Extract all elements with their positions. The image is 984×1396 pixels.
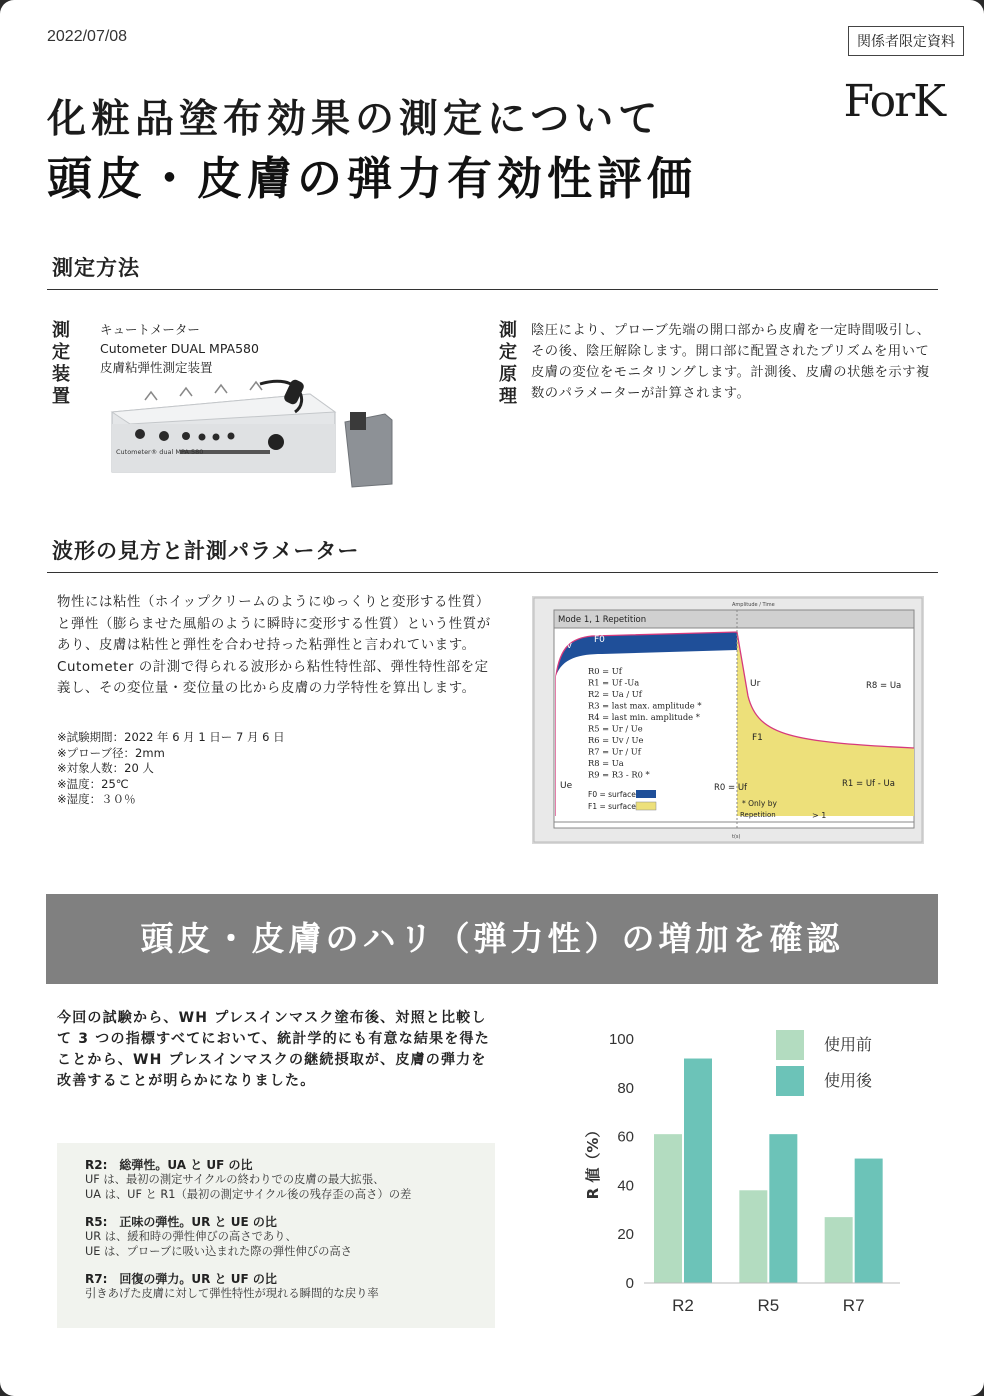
principle-text: 陰圧により、プローブ先端の開口部から皮膚を一定時間吸引し、その後、陰圧解除します。開口部に配置されたプリズムを用いて皮膚の変位をモニタリングします。計測後、皮膚の状態を示す複数のパラメーターが計算されます。	[531, 323, 931, 401]
device-line: 皮膚粘弾性測定装置	[100, 360, 213, 375]
param-line: R2 = Ua / Uf	[588, 689, 642, 699]
label-repetition: Repetition	[740, 811, 776, 819]
y-tick-label: 80	[617, 1079, 634, 1097]
parameter-definitions	[57, 1143, 495, 1328]
param-line: R5 = Ur / Ue	[588, 723, 643, 734]
label-uv: Uv	[560, 641, 572, 651]
vertical-label-char: 装	[52, 364, 70, 385]
label-only-by: * Only by	[742, 799, 777, 808]
y-tick-label: 20	[617, 1226, 634, 1244]
figure-x-label: t(s)	[732, 834, 741, 840]
y-tick-label: 100	[608, 1031, 634, 1048]
cutometer-device-image	[100, 372, 400, 492]
param-line: R6 = Uv / Ue	[588, 735, 644, 745]
label-r1: R1 = Uf - Ua	[842, 779, 895, 789]
definition-line: UF は、最初の測定サイクルの終わりでの皮膚の最大拡張、	[85, 1173, 385, 1186]
definition-body	[85, 1230, 495, 1259]
label-f1: F1	[752, 733, 763, 743]
param-line: R3 = last max. amplitude *	[588, 700, 702, 711]
definition-heading: R5: 正味の弾性。UR と UE の比	[85, 1215, 277, 1229]
definition-r2	[85, 1157, 495, 1202]
y-tick-label: 60	[617, 1128, 634, 1146]
device-vertical-label	[50, 320, 72, 408]
device-line: キュートメーター	[100, 322, 200, 337]
vertical-label-char: 測	[499, 320, 517, 341]
x-tick-label: R2	[672, 1296, 694, 1315]
y-tick-label: 0	[625, 1275, 634, 1292]
definition-line: 引きあげた皮膚に対して弾性特性が現れる瞬間的な戻り率	[85, 1287, 379, 1300]
result-summary: 今回の試験から、WH プレスインマスク塗布後、対照と比較して 3 つの指標すべてにおいて、統計学的にも有意な結果を得たことから、WH プレスインマスクの継続摂取が、皮膚の弾力を改善することが明らかになりました。	[57, 1010, 490, 1089]
vertical-label-char: 原	[499, 364, 517, 385]
definition-line: UE は、プローブに吸い込まれた際の弾性伸びの高さ	[85, 1244, 352, 1258]
condition-note: ※プローブ径：2mm	[57, 745, 165, 760]
confidential-badge: 関係者限定資料	[848, 26, 964, 56]
label-gt: > 1	[812, 811, 827, 820]
bar-r7-after	[855, 1159, 883, 1283]
label-ue: Ue	[560, 781, 573, 791]
param-line: R0 = Uf	[588, 666, 622, 676]
label-f0: F0	[594, 635, 605, 645]
definition-line: UA は、UF と R1（最初の測定サイクル後の残存歪の高さ）の差	[85, 1187, 412, 1201]
waveform-explanation: 物性には粘性（ホイップクリームのようにゆっくりと変形する性質）と弾性（膨らませた風船のように瞬時に変形する性質）という性質があり、皮膚は粘性と弾性を合わせ持った粘弾性と言われています。Cutometer の計測で得られる波形から粘性特性部、弾性特性部を定義し、その変位量・変位量の比から皮膚の力学特性を算出します。	[57, 595, 491, 696]
section-divider	[47, 289, 938, 290]
legend-swatch	[776, 1030, 804, 1060]
x-tick-label: R5	[757, 1296, 780, 1315]
definition-heading: R7: 回復の弾力。UR と UF の比	[85, 1272, 277, 1286]
bar-r7-before	[825, 1217, 853, 1283]
section-heading-waveform: 波形の見方と計測パラメーター	[52, 539, 360, 563]
legend-swatch-f0	[636, 790, 656, 798]
bar-r2-after	[684, 1059, 712, 1283]
y-axis-title: R 値（%）	[584, 1122, 602, 1200]
definition-line: UR は、緩和時の弾性伸びの高さであり、	[85, 1230, 297, 1243]
vertical-label-char: 測	[52, 320, 70, 341]
figure-mode-label: Mode 1, 1 Repetition	[558, 615, 647, 625]
principle-vertical-label	[497, 320, 519, 408]
param-line: R4 = last min. amplitude *	[588, 712, 700, 722]
cutometer-waveform-figure	[532, 596, 924, 844]
bar-r5-after	[769, 1134, 797, 1283]
condition-note: ※対象人数：20 人	[57, 761, 154, 775]
definition-r5	[85, 1214, 495, 1259]
vertical-label-char: 定	[499, 342, 517, 363]
legend-label: 使用後	[824, 1071, 873, 1090]
section-heading-method: 測定方法	[52, 256, 140, 280]
r-value-bar-chart	[560, 1015, 910, 1320]
definition-body	[85, 1287, 495, 1302]
result-banner: 頭皮・皮膚のハリ（弾力性）の増加を確認	[46, 894, 938, 984]
label-r0: R0 = Uf	[714, 783, 748, 793]
bar-r2-before	[654, 1134, 682, 1283]
label-ur: Ur	[750, 679, 761, 689]
y-tick-label: 40	[617, 1177, 634, 1195]
vertical-label-char: 置	[52, 386, 70, 407]
figure-top-label: Amplitude / Time	[732, 602, 775, 608]
legend-swatch	[776, 1066, 804, 1096]
param-line: R9 = R3 - R0 *	[588, 769, 650, 780]
param-line: R8 = Ua	[588, 758, 624, 768]
device-description	[100, 320, 259, 377]
legend-f0: F0 = surface	[588, 790, 636, 799]
condition-note: ※試験期間：2022 年 6 月 1 日ー 7 月 6 日	[57, 730, 285, 744]
page-subtitle: 化粧品塗布効果の測定について	[47, 97, 663, 142]
fork-logo: ForK	[843, 76, 944, 127]
definition-body	[85, 1173, 495, 1202]
vertical-label-char: 理	[499, 386, 517, 407]
legend-label: 使用前	[824, 1035, 873, 1054]
legend-swatch-f1	[636, 802, 656, 810]
device-line: Cutometer DUAL MPA580	[100, 341, 259, 356]
test-conditions	[57, 730, 285, 808]
condition-note: ※湿度：３０％	[57, 792, 136, 806]
vertical-label-char: 定	[52, 342, 70, 363]
x-tick-label: R7	[842, 1296, 865, 1315]
section-divider	[47, 572, 938, 573]
param-line: R7 = Ur / Uf	[588, 746, 641, 757]
document-date: 2022/07/08	[47, 28, 128, 45]
definition-r7	[85, 1271, 495, 1302]
bar-r5-before	[739, 1190, 767, 1283]
page-title: 頭皮・皮膚の弾力有効性評価	[47, 152, 698, 205]
definition-heading: R2: 総弾性。UA と UF の比	[85, 1158, 253, 1172]
label-r8: R8 = Ua	[866, 681, 902, 691]
condition-note: ※温度：25℃	[57, 776, 129, 791]
param-line: R1 = Uf -Ua	[588, 677, 640, 688]
device-brand-text: Cutometer® dual MPA 580	[116, 448, 204, 456]
legend-f1: F1 = surface	[588, 802, 636, 811]
